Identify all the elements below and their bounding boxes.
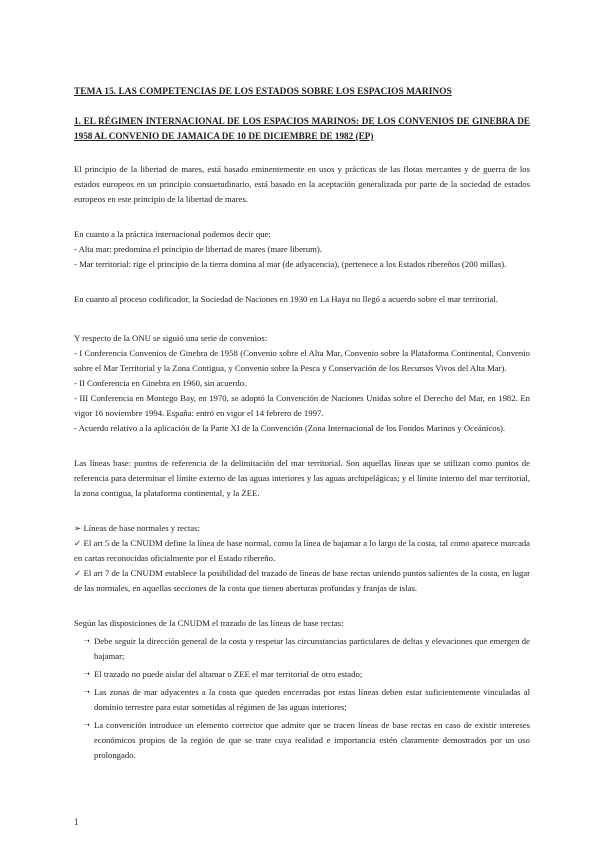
lineas-rectas-block: [74, 521, 530, 596]
arrow-heading: ➢ Líneas de base normales y rectas:: [74, 523, 200, 533]
list-item-text: El trazado no puede aislar del altamar o ZEE el mar territorial de otro estado;: [94, 669, 363, 679]
disposiciones-block: [74, 616, 530, 763]
list-item: [74, 634, 530, 664]
list-item: - Alta mar: predomina el principio de libertad de mares (mare liberum).: [74, 244, 322, 254]
arrow-bullet-icon: ➝: [84, 670, 90, 678]
paragraph-intro: En cuanto a la práctica internacional podemos decir que:: [74, 229, 271, 239]
arrow-bullet-icon: ➝: [84, 637, 90, 645]
list-item-text: La convención introduce un elemento corrector que admite que se tracen líneas de base rectas en caso de existir intereses económicos propios de la región de que se trate cuya realidad e importancia estén claramente demostrados por un uso prolongado.: [94, 720, 530, 760]
page-number: 1: [74, 817, 79, 827]
paragraph-lineas-base: Las líneas base: puntos de referencia de la delimitación del mar territorial. Son aquellas líneas que se utilizan como puntos de referencia para determinar el límite externo de las aguas interiores y las aguas archipelágicas; y el límite interno del mar territorial, la zona contigua, la plataforma continental, y la ZEE.: [74, 458, 530, 498]
section-heading: 1. EL RÉGIMEN INTERNACIONAL DE LOS ESPACIOS MARINOS: DE LOS CONVENIOS DE GINEBRA DE 1958 AL CONVENIO DE JAMAICA DE 10 DE DICIEMBRE DE 1982 (EP): [74, 116, 530, 141]
arrow-bullet-icon: ➝: [84, 688, 90, 696]
onu-convenios-block: [74, 331, 530, 436]
list-item: - Mar territorial: rige el principio de la tierra domina al mar (de adyacencia), (pertenece a los Estados ribereños (200 millas).: [74, 259, 507, 269]
arrow-bullet-icon: ➝: [84, 721, 90, 729]
practica-internacional-block: [74, 227, 530, 272]
list-item-text: Debe seguir la dirección general de la costa y respetar las circunstancias particulares de deltas y elevaciones que emergen de bajamar;: [94, 636, 530, 661]
list-item: - I Conferencia Convenios de Ginebra de 1958 (Convenio sobre el Alta Mar, Convenio sobre la Plataforma Continental, Convenio sobre el Mar Territorial y la Zona Contigua, y Convenio sobre la Pesca y Conservación de los Recursos Vivos del Alta Mar).: [74, 348, 530, 373]
paragraph-intro: Según las disposiciones de la CNUDM el trazado de las líneas de base rectas:: [74, 618, 344, 628]
document-body: [74, 85, 530, 766]
list-item: [74, 685, 530, 715]
paragraph-intro: Y respecto de la ONU se siguió una serie de convenios:: [74, 333, 268, 343]
list-item-text: Las zonas de mar adyacentes a la costa que queden encerradas por estas líneas deben estar suficientemente vinculadas al dominio terrestre para estar sometidas al régimen de las aguas interiores;: [94, 687, 530, 712]
paragraph-libertad-mares: El principio de la libertad de mares, está basado eminentemente en usos y prácticas de las flotas mercantes y de guerra de los estados europeos en un principio consuetudinario, está basado en la aceptación generalizada por parte de la sociedad de estados europeos en este principio de la libertad de mares.: [74, 164, 530, 204]
list-item: - II Conferencia en Ginebra en 1960, sin acuerdo.: [74, 378, 247, 388]
page-title: TEMA 15. LAS COMPETENCIAS DE LOS ESTADOS SOBRE LOS ESPACIOS MARINOS: [74, 87, 452, 97]
list-item: - III Conferencia en Montego Bay, en 1970, se adoptó la Convención de Naciones Unidas sobre el Derecho del Mar, en 1982. En vigor 16 noviembre 1994. España: entró en vigor el 14 febrero de 1997.: [74, 393, 530, 418]
check-item: ✓ El art 5 de la CNUDM define la línea de base normal, como la línea de bajamar a lo largo de la costa, tal como aparece marcada en cartas reconocidas oficialmente por el Estado ribereño.: [74, 538, 530, 563]
paragraph-proceso-codificador: En cuanto al proceso codificador, la Sociedad de Naciones en 1930 en La Haya no llegó a acuerdo sobre el mar territorial.: [74, 294, 498, 304]
bullet-list: [74, 634, 530, 763]
check-item: ✓ El art 7 de la CNUDM establece la posibilidad del trazado de líneas de base rectas uniendo puntos salientes de la costa, en lugar de las normales, en aquellas secciones de la costa que tienen aberturas profundas y franjas de islas.: [74, 568, 530, 593]
list-item: - Acuerdo relativo a la aplicación de la Parte XI de la Convención (Zona Internacional de los Fondos Marinos y Oceánicos).: [74, 423, 506, 433]
list-item: [74, 718, 530, 763]
list-item: [74, 667, 530, 682]
